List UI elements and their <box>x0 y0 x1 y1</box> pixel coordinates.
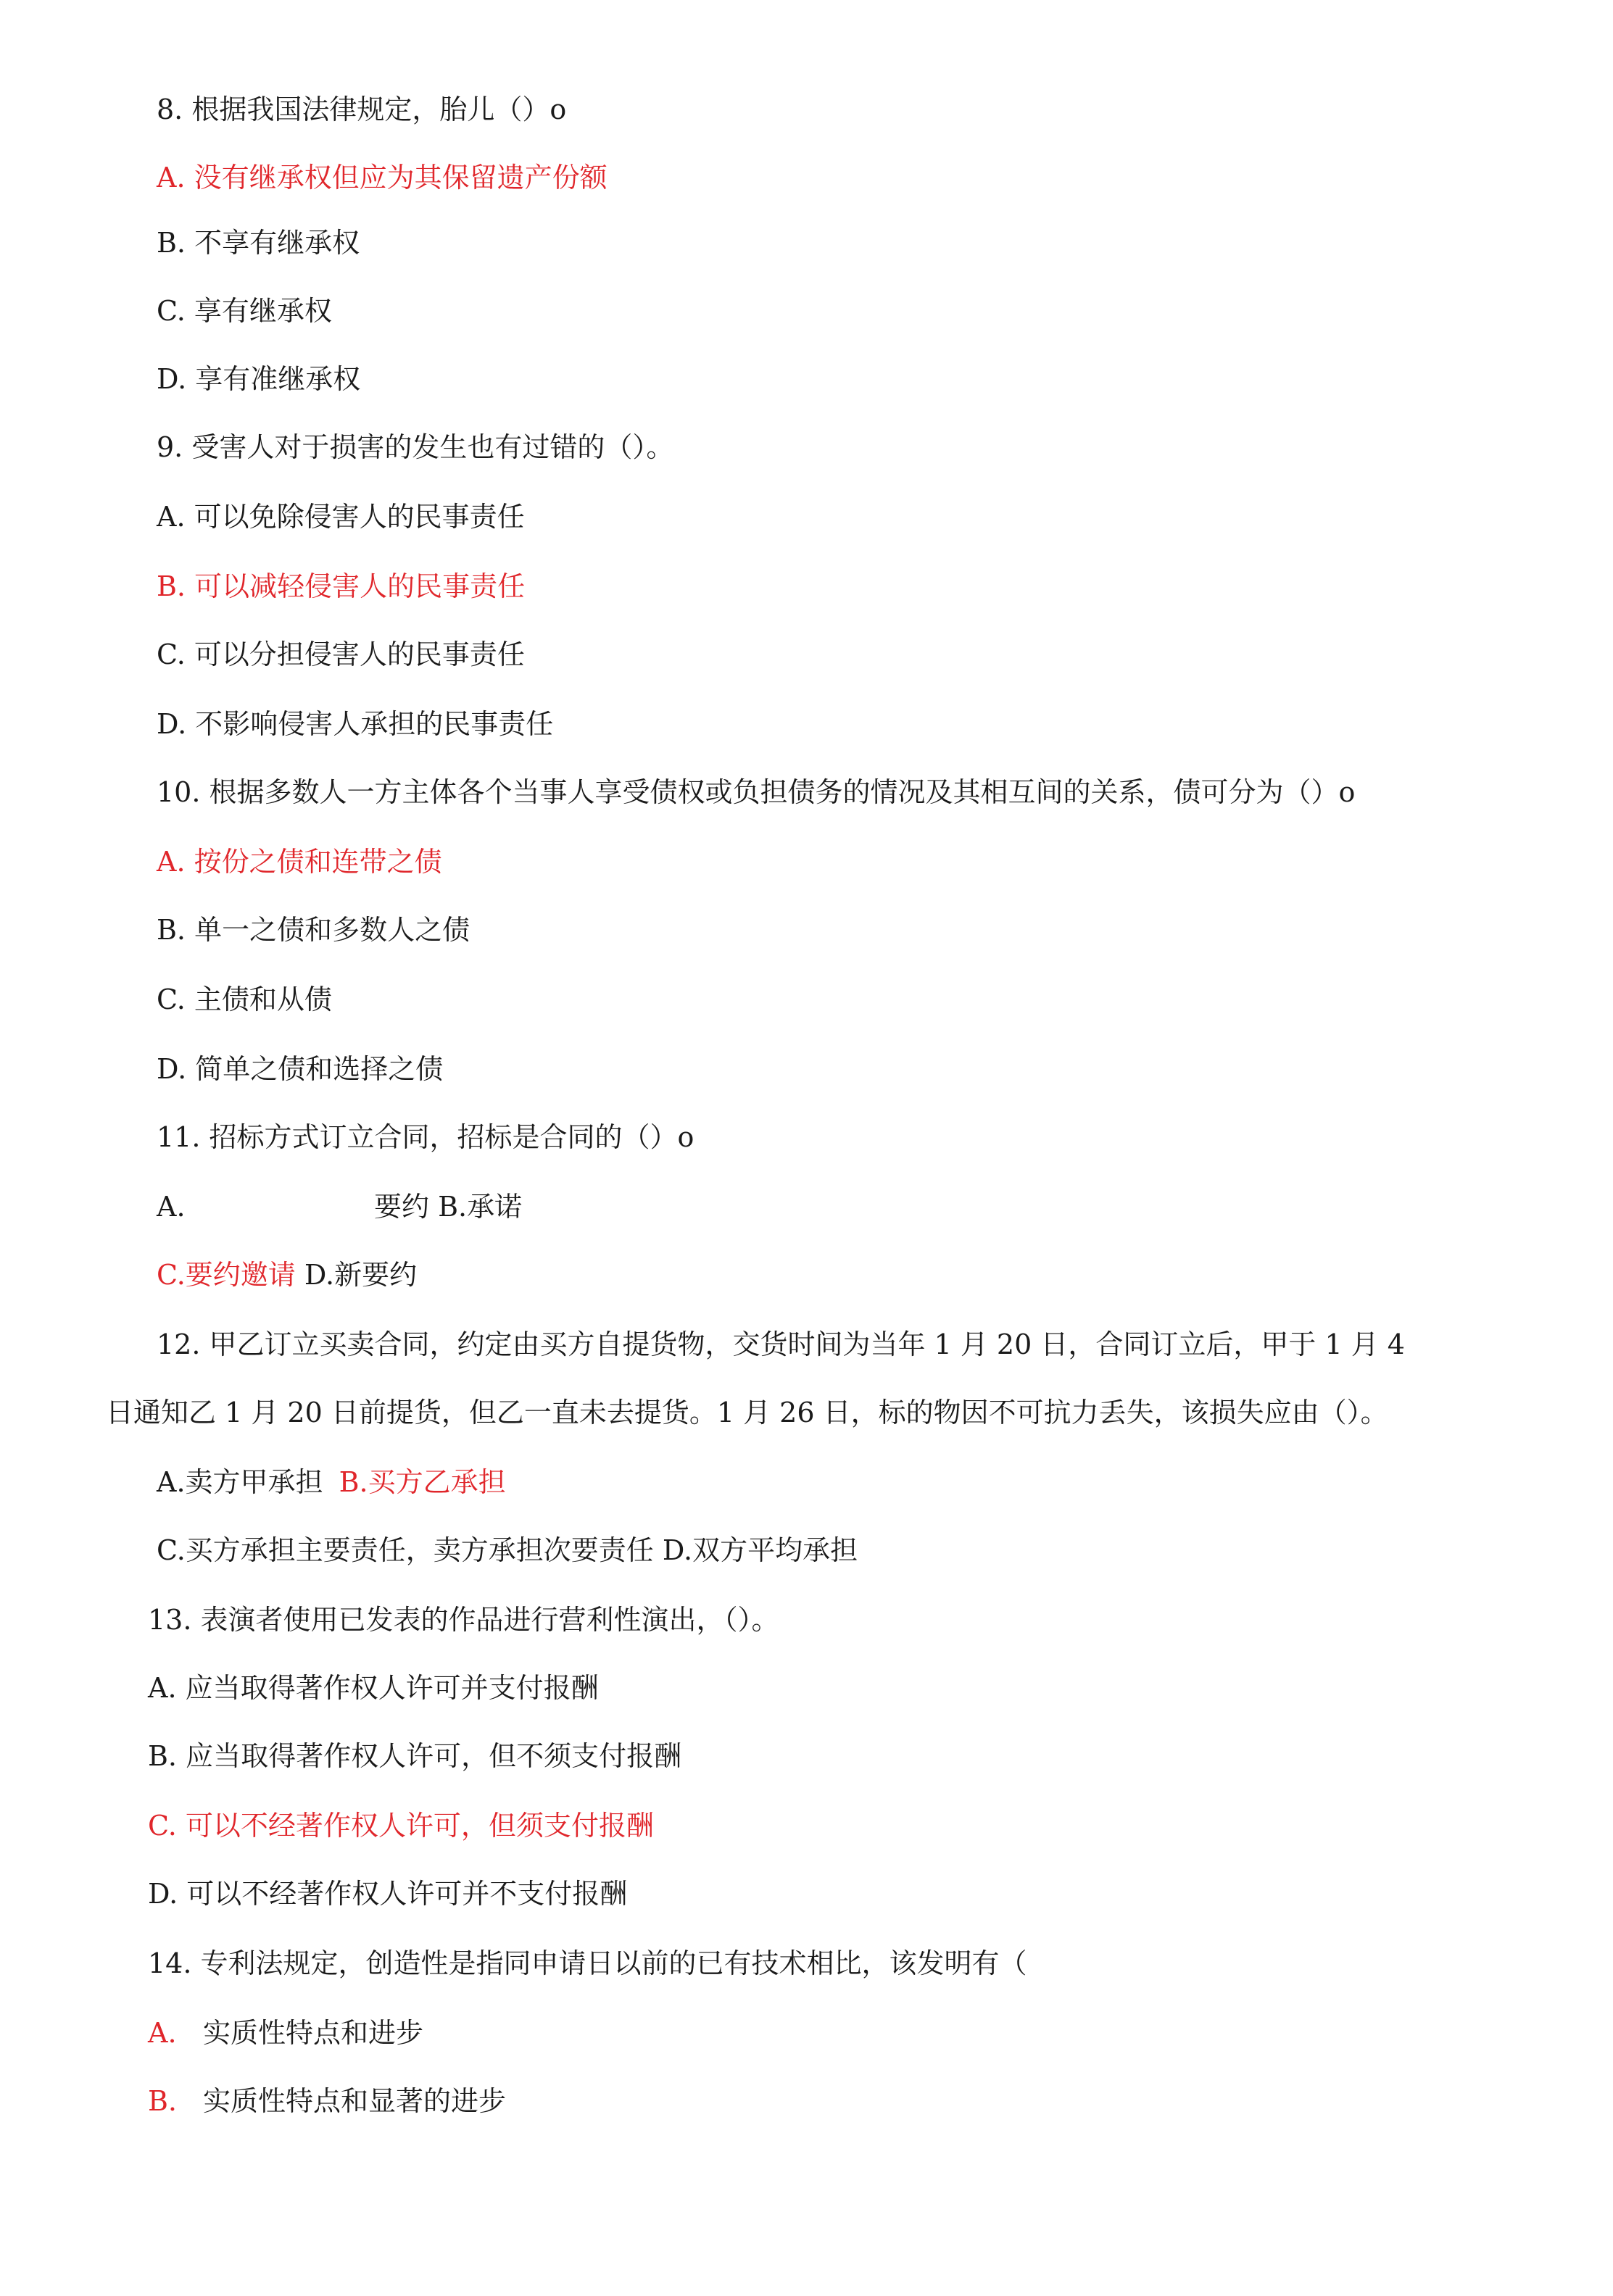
q10-option-d: D. 简单之债和选择之债 <box>157 1053 444 1085</box>
q12-options-c-d: C.买方承担主要责任，卖方承担次要责任 D.双方平均承担 <box>157 1534 858 1566</box>
q11-options-c-d <box>157 1261 417 1289</box>
q9-option-a: A. 可以免除侵害人的民事责任 <box>157 501 525 533</box>
q8-option-d: D. 享有准继承权 <box>157 363 361 395</box>
q8-question: 8. 根据我国法律规定，胎儿（）o <box>157 93 567 125</box>
q8-option-b: B. 不享有继承权 <box>157 227 360 259</box>
q9-option-d: D. 不影响侵害人承担的民事责任 <box>157 708 554 740</box>
q10-option-b: B. 单一之债和多数人之债 <box>157 914 470 946</box>
q9-option-b-answer: B. 可以减轻侵害人的民事责任 <box>157 570 526 602</box>
q8-option-c: C. 享有继承权 <box>157 295 332 327</box>
q10-option-c: C. 主债和从债 <box>157 983 332 1015</box>
q12-options-a-b <box>157 1468 506 1496</box>
q13-question: 13. 表演者使用已发表的作品进行营利性演出，（）。 <box>148 1604 779 1636</box>
q13-option-c-answer: C. 可以不经著作权人许可，但须支付报酬 <box>148 1810 654 1842</box>
q14-question: 14. 专利法规定，创造性是指同申请日以前的已有技术相比，该发明有（ <box>148 1947 1027 1979</box>
q11-option-c-answer: C.要约邀请 <box>157 1259 296 1291</box>
q12-question-line2: 日通知乙 1 月 20 日前提货，但乙一直未去提货。1 月 26 日，标的物因不可抗力丢失，该损失应由（）。 <box>106 1397 1388 1428</box>
q11-option-a-b: 要约 B.承诺 <box>374 1191 523 1223</box>
q11-option-d: D.新要约 <box>295 1259 418 1291</box>
q9-option-c: C. 可以分担侵害人的民事责任 <box>157 639 525 670</box>
q14-option-b: 实质性特点和显著的进步 <box>203 2085 507 2117</box>
q10-question: 10. 根据多数人一方主体各个当事人享受债权或负担债务的情况及其相互间的关系，债可分为（）o <box>157 776 1356 808</box>
q13-option-a: A. 应当取得著作权人许可并支付报酬 <box>148 1672 599 1704</box>
q12-question-line1: 12. 甲乙订立买卖合同，约定由买方自提货物，交货时间为当年 1 月 20 日，合同订立后，甲于 1 月 4 <box>157 1328 1405 1360</box>
q13-option-d: D. 可以不经著作权人许可并不支付报酬 <box>148 1878 628 1910</box>
q10-option-a-answer: A. 按份之债和连带之债 <box>157 846 442 878</box>
q14-option-b-label: B. <box>148 2085 178 2117</box>
q13-option-b: B. 应当取得著作权人许可，但不须支付报酬 <box>148 1740 682 1772</box>
q12-option-b-answer: B.买方乙承担 <box>339 1466 506 1498</box>
q8-option-a-answer: A. 没有继承权但应为其保留遗产份额 <box>157 162 608 194</box>
q11-question: 11. 招标方式订立合同，招标是合同的（）o <box>157 1121 694 1153</box>
q14-option-a: 实质性特点和进步 <box>203 2017 424 2049</box>
q11-option-a-label: A. <box>157 1191 186 1223</box>
q12-option-a: A.卖方甲承担 <box>157 1466 323 1498</box>
q14-option-a-label: A. <box>148 2017 177 2049</box>
q9-question: 9. 受害人对于损害的发生也有过错的（）。 <box>157 431 674 463</box>
